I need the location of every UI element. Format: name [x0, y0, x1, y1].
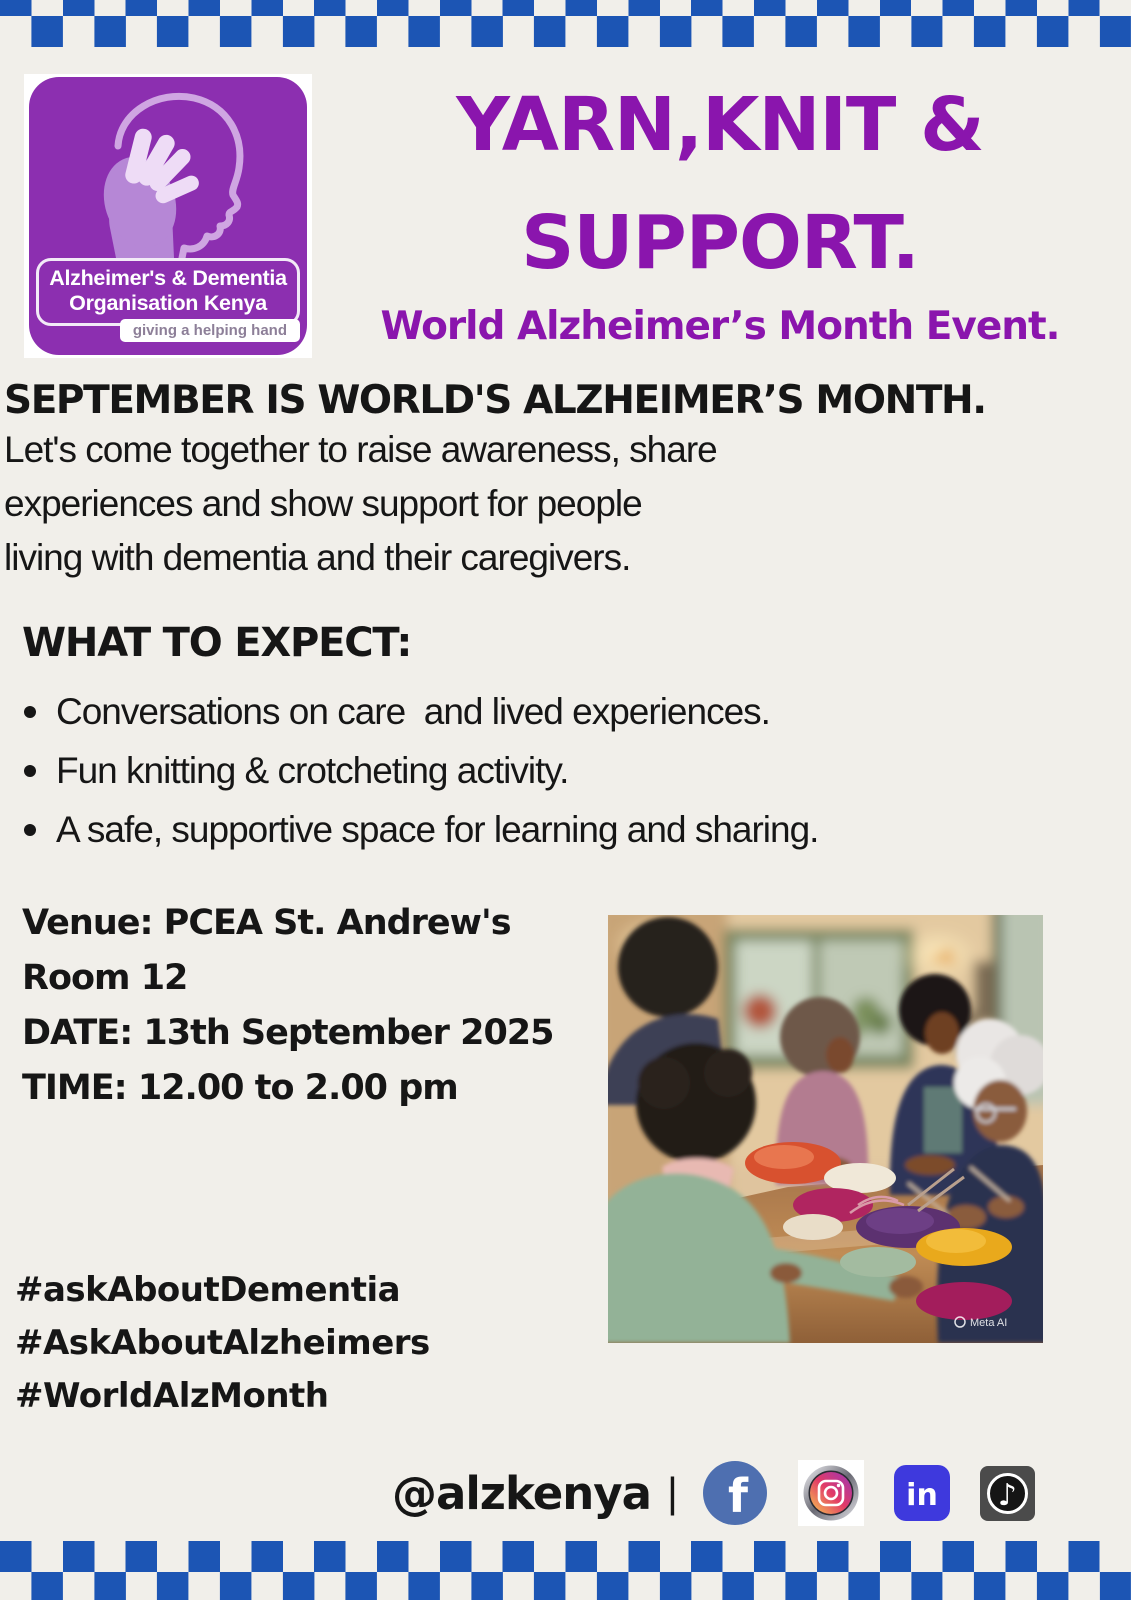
- tiktok-icon: [980, 1466, 1035, 1521]
- checker-row: [0, 16, 1131, 47]
- bullet-icon: [24, 824, 36, 836]
- hashtag: #WorldAlzMonth: [15, 1376, 329, 1416]
- event-photo: [608, 915, 1043, 1343]
- footer: [392, 1460, 1035, 1526]
- expect-heading: WHAT TO EXPECT:: [22, 620, 412, 666]
- social-handle: @alzkenya: [392, 1466, 651, 1520]
- intro-heading: SEPTEMBER IS WORLD'S ALZHEIMER’S MONTH.: [4, 378, 986, 423]
- hashtag: #AskAboutAlzheimers: [15, 1323, 430, 1363]
- org-name-line1: Alzheimer's & Dementia: [49, 266, 287, 290]
- list-item: [22, 741, 1112, 800]
- hashtags: [15, 1264, 430, 1423]
- checker-row: [0, 1572, 1131, 1600]
- intro-line: Let's come together to raise awareness, share: [4, 429, 717, 470]
- svg-text:in: in: [906, 1478, 938, 1513]
- linkedin-icon: [894, 1465, 950, 1521]
- head-hand-icon: [46, 82, 286, 258]
- hashtag: #askAboutDementia: [15, 1270, 401, 1310]
- org-tagline: giving a helping hand: [120, 319, 300, 342]
- instagram-icon: [798, 1460, 864, 1526]
- expect-section: [22, 620, 1112, 859]
- intro-line: experiences and show support for people: [4, 483, 642, 524]
- header: [352, 66, 1088, 349]
- facebook-icon: [702, 1460, 768, 1526]
- event-subtitle: World Alzheimer’s Month Event.: [380, 304, 1060, 349]
- event-details: [22, 896, 592, 1116]
- org-name-line2: Organisation Kenya: [69, 291, 267, 315]
- bullet-icon: [24, 765, 36, 777]
- event-title-line2: SUPPORT.: [521, 200, 919, 286]
- checker-row: [0, 1541, 1131, 1572]
- event-time: TIME: 12.00 to 2.00 pm: [22, 1068, 458, 1108]
- venue-line1: Venue: PCEA St. Andrew's: [22, 903, 511, 943]
- event-title-line1: YARN,KNIT &: [456, 82, 984, 168]
- bullet-text: Fun knitting & crotcheting activity.: [56, 750, 569, 791]
- intro-section: [4, 378, 1034, 585]
- svg-text:♪: ♪: [997, 1477, 1017, 1513]
- bullet-text: A safe, supportive space for learning and sharing.: [56, 809, 819, 850]
- list-item: [22, 800, 1112, 859]
- bullet-text: Conversations on care and lived experiences.: [56, 691, 770, 732]
- checker-border-top: [0, 0, 1131, 47]
- event-date: DATE: 13th September 2025: [22, 1013, 554, 1053]
- checker-border-bottom: [0, 1541, 1131, 1600]
- org-logo: [24, 74, 312, 358]
- svg-text:f: f: [727, 1469, 748, 1523]
- social-icons: [702, 1460, 1035, 1526]
- separator: |: [666, 1469, 678, 1516]
- list-item: [22, 682, 1112, 741]
- venue-line2: Room 12: [22, 958, 188, 998]
- expect-list: [22, 682, 1112, 859]
- knitting-group-illustration: [608, 915, 1043, 1343]
- meta-ai-label: Meta AI: [970, 1317, 1008, 1329]
- checker-row: [0, 0, 1131, 16]
- intro-line: living with dementia and their caregivers.: [4, 537, 631, 578]
- org-name: [36, 258, 300, 326]
- bullet-icon: [24, 706, 36, 718]
